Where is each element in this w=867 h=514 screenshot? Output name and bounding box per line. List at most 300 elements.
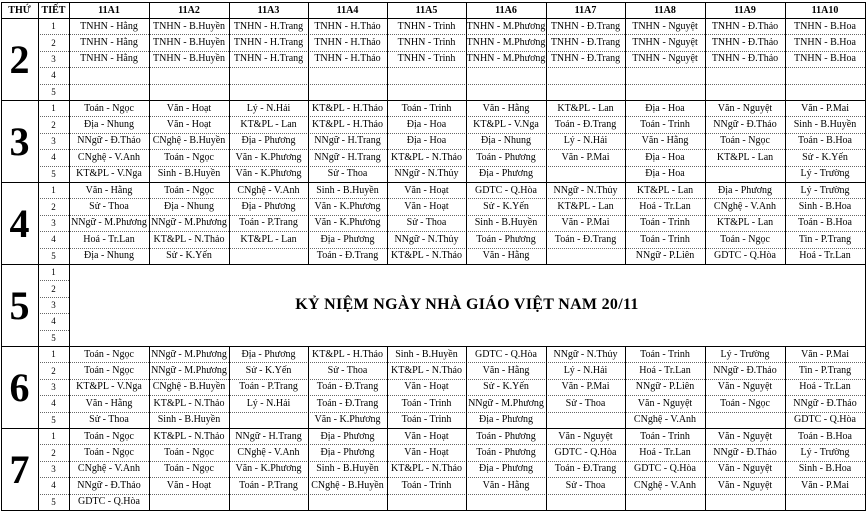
lesson-cell — [466, 67, 546, 83]
period-number: 4 — [51, 316, 56, 327]
day-label: 7 — [9, 446, 30, 492]
header-class-11a6: 11A6 — [495, 4, 517, 16]
period-number: 4 — [51, 398, 56, 409]
lesson-cell: Địa - Hoa — [645, 168, 685, 180]
lesson-cell: Văn - K.Phương — [235, 151, 302, 163]
lesson-cell: Lý - Trường — [800, 168, 850, 180]
lesson-cell: NNgữ - Đ.Thảo — [713, 447, 777, 459]
period-number: 3 — [51, 135, 56, 146]
lesson-cell: Toán - Phương — [476, 233, 536, 245]
lesson-cell: TNHN - H.Thảo — [314, 20, 381, 32]
column-border — [785, 2, 786, 264]
lesson-cell: CNghệ - B.Huyền — [311, 479, 384, 491]
lesson-cell: NNgữ - H.Trang — [314, 135, 381, 147]
column-border — [546, 346, 547, 511]
lesson-cell: Tin - P.Trang — [798, 233, 852, 245]
period-number: 4 — [51, 234, 56, 245]
lesson-cell: NNgữ - N.Thủy — [553, 184, 618, 196]
lesson-cell: Văn - Hoạt — [404, 381, 449, 393]
column-border — [785, 346, 786, 511]
lesson-cell — [705, 412, 785, 428]
lesson-cell: Sử - Thoa — [565, 397, 606, 409]
column-border — [625, 2, 626, 264]
lesson-cell: KT&PL - V.Nga — [473, 119, 539, 131]
lesson-cell — [149, 84, 229, 100]
lesson-cell — [546, 166, 625, 182]
lesson-cell — [387, 84, 466, 100]
lesson-cell: KT&PL - Lan — [636, 184, 694, 196]
lesson-cell: Tin - P.Trang — [798, 365, 852, 377]
lesson-cell: TNHN - Hằng — [80, 53, 138, 65]
lesson-cell: CNghệ - V.Anh — [713, 201, 777, 213]
lesson-cell: Văn - P.Mai — [800, 479, 850, 491]
lesson-cell: Văn - Nguyệt — [717, 463, 773, 475]
lesson-cell: Địa - Nhung — [481, 135, 531, 147]
column-border — [308, 2, 309, 264]
lesson-cell: Sử - K.Yến — [483, 381, 529, 393]
period-separator — [38, 34, 865, 35]
lesson-cell — [229, 84, 308, 100]
period-number: 5 — [51, 168, 56, 179]
header-class-11a8: 11A8 — [654, 4, 676, 16]
lesson-cell: KT&PL - H.Thảo — [311, 348, 383, 360]
lesson-cell: KT&PL - Lan — [716, 151, 774, 163]
lesson-cell: Sử - K.Yến — [802, 151, 848, 163]
lesson-cell: Toán - Đ.Trang — [316, 250, 379, 262]
lesson-cell: GDTC - Q.Hòa — [78, 496, 140, 508]
lesson-cell: TNHN - B.Huyền — [153, 20, 225, 32]
column-border — [38, 2, 39, 511]
period-separator — [38, 362, 865, 363]
header-thu: THỨ — [8, 4, 31, 16]
lesson-cell: Địa - Hoa — [645, 102, 685, 114]
lesson-cell: Địa - Phương — [478, 168, 534, 180]
period-separator — [38, 133, 865, 134]
lesson-cell: Toán - Trinh — [401, 102, 452, 114]
lesson-cell: NNgữ - Đ.Thảo — [713, 119, 777, 131]
period-number: 4 — [51, 70, 56, 81]
lesson-cell: NNgữ - Đ.Thảo — [713, 365, 777, 377]
lesson-cell: Lý - Trường — [800, 184, 850, 196]
lesson-cell: KT&PL - Lan — [240, 233, 297, 245]
lesson-cell — [387, 67, 466, 83]
lesson-cell: Toán - Trinh — [640, 217, 690, 229]
period-separator — [38, 166, 865, 167]
period-separator — [38, 297, 69, 298]
lesson-cell: TNHN - B.Hoa — [794, 37, 856, 49]
period-separator — [38, 248, 865, 249]
lesson-cell: Sử - Thoa — [89, 201, 129, 213]
lesson-cell: KT&PL - Lan — [716, 217, 774, 229]
lesson-cell: TNHN - B.Hoa — [794, 53, 856, 65]
lesson-cell: TNHN - Nguyệt — [632, 20, 698, 32]
period-number: 3 — [51, 299, 56, 310]
lesson-cell: Văn - K.Phương — [235, 168, 302, 180]
lesson-cell: Toán - Ngọc — [84, 365, 134, 377]
lesson-cell: Văn - Hoạt — [166, 102, 212, 114]
lesson-cell: NNgữ - Đ.Thảo — [793, 397, 857, 409]
lesson-cell: Lý - N.Hải — [563, 135, 608, 147]
lesson-cell: KT&PL - N.Thảo — [390, 250, 462, 262]
lesson-cell — [466, 494, 546, 510]
period-separator — [38, 231, 865, 232]
header-tiet: TIẾT — [41, 4, 66, 16]
column-border — [387, 346, 388, 511]
lesson-cell: Địa - Nhung — [84, 250, 134, 262]
period-number: 2 — [51, 365, 56, 376]
lesson-cell — [466, 84, 546, 100]
period-number: 2 — [51, 447, 56, 458]
header-class-11a9: 11A9 — [734, 4, 756, 16]
lesson-cell: TNHN - Hằng — [80, 37, 138, 49]
holiday-banner: KỶ NIỆM NGÀY NHÀ GIÁO VIỆT NAM 20/11 — [295, 296, 639, 313]
lesson-cell: NNgữ - M.Phương — [71, 217, 147, 229]
lesson-cell: Sử - Thoa — [327, 365, 368, 377]
lesson-cell — [308, 494, 387, 510]
lesson-cell: Sử - K.Yến — [245, 365, 292, 377]
lesson-cell: Toán - Đ.Trang — [316, 381, 379, 393]
lesson-cell: KT&PL - V.Nga — [76, 381, 142, 393]
lesson-cell: Lý - Trường — [800, 447, 850, 459]
period-number: 5 — [51, 250, 56, 261]
lesson-cell: Văn - K.Phương — [314, 414, 381, 426]
column-border — [705, 2, 706, 264]
period-number: 3 — [51, 53, 56, 64]
lesson-cell: Địa - Hoa — [645, 151, 685, 163]
lesson-cell: Sử - Thoa — [406, 217, 447, 229]
lesson-cell: CNghệ - B.Huyền — [152, 135, 226, 147]
lesson-cell: KT&PL - V.Nga — [76, 168, 142, 180]
lesson-cell: KT&PL - N.Thảo — [390, 463, 462, 475]
lesson-cell: TNHN - M.Phương — [466, 20, 546, 32]
lesson-cell: Văn - P.Mai — [800, 348, 850, 360]
lesson-cell: GDTC - Q.Hòa — [475, 348, 537, 360]
period-number: 5 — [51, 332, 56, 343]
lesson-cell: Sử - Thoa — [565, 479, 606, 491]
lesson-cell: NNgữ - N.Thủy — [553, 348, 618, 360]
lesson-cell: NNgữ - N.Thủy — [394, 233, 459, 245]
lesson-cell: NNgữ - Đ.Thảo — [77, 135, 141, 147]
column-border — [466, 2, 467, 264]
table-bottom-border — [1, 510, 866, 511]
lesson-cell: Địa - Phương — [320, 447, 375, 459]
lesson-cell — [546, 248, 625, 264]
lesson-cell: Toán - Trinh — [640, 430, 690, 442]
period-number: 4 — [51, 152, 56, 163]
lesson-cell: TNHN - H.Thảo — [314, 53, 381, 65]
lesson-cell — [625, 494, 705, 510]
lesson-cell: CNghệ - V.Anh — [77, 463, 141, 475]
lesson-cell: Văn - Hằng — [482, 479, 530, 491]
period-separator — [38, 477, 865, 478]
lesson-cell: Văn - Hoạt — [404, 201, 449, 213]
header-class-11a1: 11A1 — [98, 4, 120, 16]
lesson-cell: Văn - Hoạt — [166, 119, 212, 131]
lesson-cell: Văn - K.Phương — [314, 217, 381, 229]
lesson-cell: Toán - Ngọc — [164, 151, 214, 163]
lesson-cell: TNHN - M.Phương — [466, 53, 546, 65]
lesson-cell — [625, 67, 705, 83]
header-class-11a7: 11A7 — [574, 4, 597, 16]
lesson-cell: Sinh - B.Huyền — [395, 348, 458, 360]
lesson-cell — [705, 67, 785, 83]
lesson-cell: Văn - Hằng — [85, 184, 133, 196]
lesson-cell: NNgữ - M.Phương — [151, 348, 227, 360]
lesson-cell — [149, 67, 229, 83]
lesson-cell: Toán - Đ.Trang — [554, 233, 617, 245]
lesson-cell: Hoá - Tr.Lan — [83, 233, 135, 245]
lesson-cell: Sinh - B.Hoa — [798, 463, 852, 475]
day-separator — [1, 264, 866, 265]
lesson-cell: Địa - Nhung — [84, 119, 134, 131]
lesson-cell: Văn - Hoạt — [404, 447, 449, 459]
lesson-cell: CNghệ - V.Anh — [237, 447, 300, 459]
lesson-cell — [785, 494, 865, 510]
lesson-cell: Toán - Ngọc — [84, 447, 134, 459]
day-separator — [1, 346, 866, 347]
period-number: 1 — [51, 349, 56, 360]
period-number: 2 — [51, 283, 56, 294]
lesson-cell: GDTC - Q.Hòa — [554, 447, 617, 459]
lesson-cell — [308, 67, 387, 83]
column-border — [308, 346, 309, 511]
lesson-cell: TNHN - H.Trang — [233, 20, 304, 32]
period-separator — [38, 444, 865, 445]
lesson-cell: GDTC - Q.Hòa — [794, 414, 856, 426]
lesson-cell: Văn - Hoạt — [404, 430, 449, 442]
lesson-cell: TNHN - Trinh — [397, 37, 456, 49]
lesson-cell — [229, 412, 308, 428]
lesson-cell: Địa - Phương — [320, 430, 375, 442]
lesson-cell — [546, 412, 625, 428]
period-number: 2 — [51, 201, 56, 212]
lesson-cell: Toán - Phương — [476, 430, 536, 442]
period-separator — [38, 116, 865, 117]
period-separator — [38, 280, 69, 281]
column-border — [1, 2, 2, 511]
column-border — [865, 2, 866, 511]
lesson-cell: Toán - Ngọc — [164, 184, 214, 196]
lesson-cell: Toán - Trinh — [401, 414, 452, 426]
lesson-cell: Sử - Thoa — [89, 414, 129, 426]
lesson-cell: TNHN - B.Hoa — [794, 20, 856, 32]
lesson-cell: Văn - Nguyệt — [717, 381, 773, 393]
header-class-11a10: 11A10 — [811, 4, 839, 16]
lesson-cell: Hoá - Tr.Lan — [799, 381, 851, 393]
lesson-cell — [149, 494, 229, 510]
lesson-cell: Địa - Phương — [478, 414, 534, 426]
day-label: 3 — [9, 118, 30, 164]
lesson-cell: CNghệ - B.Huyền — [152, 381, 226, 393]
period-number: 1 — [51, 103, 56, 114]
lesson-cell: Văn - Hoạt — [404, 184, 449, 196]
lesson-cell: Sử - K.Yến — [166, 250, 212, 262]
lesson-cell: Toán - Trinh — [401, 479, 452, 491]
lesson-cell: TNHN - H.Trang — [233, 53, 304, 65]
header-class-11a5: 11A5 — [415, 4, 438, 16]
lesson-cell: Toán - Trinh — [640, 119, 690, 131]
lesson-cell — [308, 84, 387, 100]
day-label: 5 — [9, 282, 30, 328]
lesson-cell: NNgữ - Đ.Thảo — [77, 479, 141, 491]
lesson-cell: TNHN - B.Huyền — [153, 37, 225, 49]
lesson-cell: Sinh - B.Huyền — [316, 184, 379, 196]
period-separator — [38, 395, 865, 396]
header-bottom-border — [1, 18, 866, 19]
period-number: 3 — [51, 381, 56, 392]
lesson-cell — [546, 494, 625, 510]
lesson-cell: TNHN - Đ.Thảo — [711, 37, 779, 49]
lesson-cell: Sử - Thoa — [327, 168, 368, 180]
lesson-cell: Văn - Hằng — [85, 397, 133, 409]
lesson-cell: Văn - Nguyệt — [558, 430, 613, 442]
lesson-cell: Văn - K.Phương — [235, 463, 302, 475]
lesson-cell: Toán - Phương — [476, 447, 536, 459]
lesson-cell: Sinh - B.Huyền — [316, 463, 379, 475]
lesson-cell: Văn - Nguyệt — [717, 102, 773, 114]
lesson-cell: Toán - Ngọc — [720, 233, 770, 245]
lesson-cell: Toán - P.Trang — [239, 479, 298, 491]
day-label: 4 — [9, 200, 30, 246]
lesson-cell: KT&PL - H.Thảo — [311, 119, 383, 131]
lesson-cell: Toán - Ngọc — [720, 135, 770, 147]
lesson-cell: Văn - Nguyệt — [717, 430, 773, 442]
lesson-cell: Văn - K.Phương — [314, 201, 381, 213]
lesson-cell: KT&PL - N.Thảo — [390, 151, 462, 163]
lesson-cell — [546, 67, 625, 83]
lesson-cell: KT&PL - N.Thảo — [390, 365, 462, 377]
lesson-cell: Văn - Hoạt — [166, 479, 212, 491]
lesson-cell: Toán - Ngọc — [164, 463, 214, 475]
lesson-cell: Toán - Đ.Trang — [554, 119, 617, 131]
period-separator — [38, 67, 865, 68]
lesson-cell: TNHN - Đ.Thảo — [711, 20, 779, 32]
lesson-cell: NNgữ - M.Phương — [151, 365, 227, 377]
lesson-cell: Hoá - Tr.Lan — [639, 201, 691, 213]
column-border — [546, 2, 547, 264]
period-number: 3 — [51, 463, 56, 474]
lesson-cell — [229, 494, 308, 510]
period-number: 5 — [51, 496, 56, 507]
lesson-cell — [705, 166, 785, 182]
lesson-cell: Văn - Nguyệt — [637, 397, 693, 409]
lesson-cell: Toán - Phương — [476, 151, 536, 163]
lesson-cell: GDTC - Q.Hòa — [634, 463, 696, 475]
lesson-cell: Văn - Hằng — [482, 102, 530, 114]
lesson-cell: NNgữ - M.Phương — [468, 397, 544, 409]
lesson-cell: Địa - Hoa — [406, 135, 447, 147]
lesson-cell: TNHN - Trinh — [397, 53, 456, 65]
lesson-cell: Sử - K.Yến — [483, 201, 529, 213]
lesson-cell: Văn - Hằng — [482, 365, 530, 377]
lesson-cell: NNgữ - P.Liên — [635, 381, 695, 393]
period-number: 1 — [51, 431, 56, 442]
lesson-cell: Toán - P.Trang — [239, 217, 298, 229]
day-separator — [1, 100, 866, 101]
lesson-cell: Địa - Phương — [241, 348, 296, 360]
lesson-cell: Toán - Ngọc — [720, 397, 770, 409]
lesson-cell: Sinh - B.Huyền — [793, 119, 857, 131]
period-separator — [38, 215, 865, 216]
lesson-cell: GDTC - Q.Hòa — [714, 250, 776, 262]
lesson-cell: TNHN - Đ.Trang — [550, 20, 621, 32]
lesson-cell: CNghệ - V.Anh — [77, 151, 141, 163]
lesson-cell: Toán - Ngọc — [84, 348, 134, 360]
period-number: 4 — [51, 480, 56, 491]
lesson-cell — [546, 84, 625, 100]
lesson-cell: KT&PL - H.Thảo — [311, 102, 383, 114]
lesson-cell: Địa - Phương — [478, 463, 534, 475]
lesson-cell — [785, 84, 865, 100]
column-border — [149, 2, 150, 264]
lesson-cell — [69, 67, 149, 83]
lesson-cell: TNHN - H.Trang — [233, 37, 304, 49]
day-label: 2 — [9, 36, 30, 82]
lesson-cell: NNgữ - N.Thủy — [394, 168, 459, 180]
lesson-cell: TNHN - B.Huyền — [153, 53, 225, 65]
lesson-cell: KT&PL - Lan — [240, 119, 297, 131]
lesson-cell: NNgữ - H.Trang — [314, 151, 381, 163]
column-border — [229, 2, 230, 264]
column-border — [229, 346, 230, 511]
lesson-cell: GDTC - Q.Hòa — [475, 184, 537, 196]
lesson-cell: Lý - N.Hải — [563, 365, 608, 377]
lesson-cell: Toán - Ngọc — [164, 447, 214, 459]
lesson-cell: Toán - P.Trang — [239, 381, 298, 393]
lesson-cell: Hoá - Tr.Lan — [639, 365, 691, 377]
period-number: 5 — [51, 414, 56, 425]
column-border — [387, 2, 388, 264]
lesson-cell: Toán - B.Hoa — [797, 430, 852, 442]
lesson-cell: NNgữ - M.Phương — [151, 217, 227, 229]
lesson-cell: Sinh - B.Huyền — [157, 414, 221, 426]
header-class-11a3: 11A3 — [257, 4, 280, 16]
period-separator — [38, 51, 865, 52]
day-separator — [1, 182, 866, 183]
lesson-cell: Văn - P.Mai — [561, 217, 610, 229]
period-number: 1 — [51, 267, 56, 278]
lesson-cell: TNHN - Nguyệt — [632, 37, 698, 49]
day-separator — [1, 428, 866, 429]
lesson-cell: KT&PL - N.Thảo — [153, 233, 225, 245]
lesson-cell: Văn - Nguyệt — [717, 479, 773, 491]
lesson-cell: Toán - Ngọc — [84, 102, 134, 114]
lesson-cell: Sinh - B.Huyền — [474, 217, 538, 229]
lesson-cell: Lý - N.Hải — [246, 102, 291, 114]
day-label: 6 — [9, 364, 30, 410]
column-border — [705, 346, 706, 511]
header-class-11a2: 11A2 — [178, 4, 200, 16]
lesson-cell: Toán - B.Hoa — [797, 217, 852, 229]
lesson-cell: Toán - B.Hoa — [797, 135, 852, 147]
lesson-cell: Địa - Phương — [717, 184, 773, 196]
column-border — [466, 346, 467, 511]
period-number: 1 — [51, 21, 56, 32]
lesson-cell: Lý - Trường — [720, 348, 770, 360]
lesson-cell: TNHN - Trinh — [397, 20, 456, 32]
period-separator — [38, 494, 865, 495]
lesson-cell: NNgữ - H.Trang — [235, 430, 302, 442]
lesson-cell: Văn - P.Mai — [561, 381, 610, 393]
lesson-cell: Toán - Trinh — [640, 348, 690, 360]
lesson-cell — [785, 67, 865, 83]
lesson-cell: Toán - Trinh — [401, 397, 452, 409]
period-separator — [38, 330, 69, 331]
table-top-border — [1, 2, 866, 3]
lesson-cell: Địa - Nhung — [164, 201, 214, 213]
lesson-cell: Địa - Phương — [241, 135, 296, 147]
lesson-cell: Văn - P.Mai — [561, 151, 610, 163]
